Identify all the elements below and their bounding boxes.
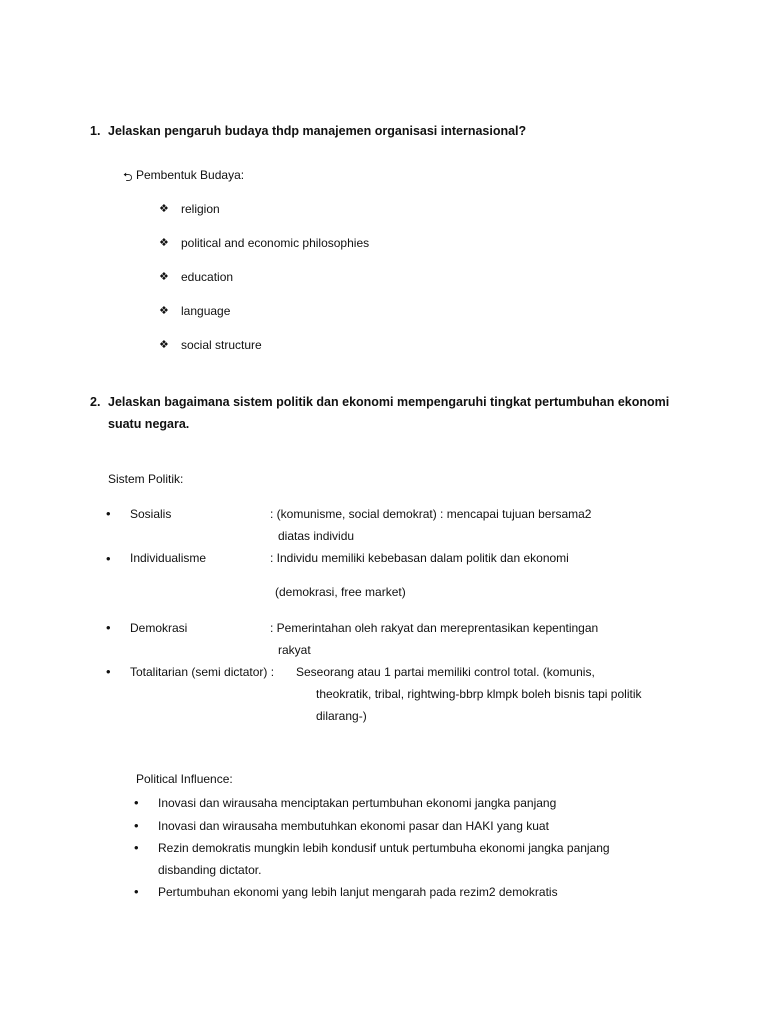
list-item: Pertumbuhan ekonomi yang lebih lanjut mengarah pada rezim2 demokratis (158, 885, 558, 899)
desc-line: rakyat (278, 643, 311, 657)
diamond-bullet-icon: ❖ (159, 271, 169, 283)
list-item: Inovasi dan wirausaha membutuhkan ekonomi pasar dan HAKI yang kuat (158, 819, 549, 833)
sistem-politik-heading: Sistem Politik: (108, 472, 184, 486)
checkmark-arrow-icon: ⮌ (123, 170, 133, 184)
bullet-dot-icon: • (134, 795, 139, 810)
term-totalitarian: Totalitarian (semi dictator) : (130, 665, 275, 679)
political-influence-heading: Political Influence: (136, 772, 233, 786)
list-item: social structure (181, 338, 262, 352)
list-item: political and economic philosophies (181, 236, 370, 250)
q1-question: Jelaskan pengaruh budaya thdp manajemen organisasi internasional? (108, 124, 527, 138)
desc-line: (demokrasi, free market) (275, 585, 406, 599)
bullet-dot-icon: • (134, 818, 139, 833)
desc-line: theokratik, tribal, rightwing-bbrp klmpk boleh bisnis tapi politik (316, 687, 642, 701)
q2-question-line2: suatu negara. (108, 417, 190, 431)
term-sosialis: Sosialis (130, 507, 172, 521)
diamond-bullet-icon: ❖ (159, 237, 169, 249)
list-item: language (181, 304, 231, 318)
desc-line: : Individu memiliki kebebasan dalam politik dan ekonomi (270, 551, 569, 565)
list-item: religion (181, 202, 220, 216)
desc-line: : Pemerintahan oleh rakyat dan mereprentasikan kepentingan (270, 621, 599, 635)
desc-line: : (komunisme, social demokrat) : mencapai tujuan bersama2 (270, 507, 592, 521)
bullet-dot-icon: • (106, 551, 111, 566)
desc-line: diatas individu (278, 529, 355, 543)
diamond-bullet-icon: ❖ (159, 339, 169, 351)
desc-line: dilarang-) (316, 709, 367, 723)
list-item: Inovasi dan wirausaha menciptakan pertumbuhan ekonomi jangka panjang (158, 796, 557, 810)
q2-question-line1: Jelaskan bagaimana sistem politik dan ekonomi mempengaruhi tingkat pertumbuhan ekonomi (108, 395, 670, 409)
diamond-bullet-icon: ❖ (159, 305, 169, 317)
term-demokrasi: Demokrasi (130, 621, 188, 635)
q1-number: 1. (90, 124, 101, 138)
subheading-pembentuk-budaya: Pembentuk Budaya: (136, 168, 245, 182)
term-individualisme: Individualisme (130, 551, 207, 565)
bullet-dot-icon: • (134, 884, 139, 899)
list-item-continuation: disbanding dictator. (158, 863, 262, 877)
q2-number: 2. (90, 395, 101, 409)
bullet-dot-icon: • (106, 664, 111, 679)
list-item: education (181, 270, 234, 284)
desc-line: Seseorang atau 1 partai memiliki control total. (komunis, (296, 665, 595, 679)
bullet-dot-icon: • (106, 506, 111, 521)
bullet-dot-icon: • (106, 620, 111, 635)
list-item: Rezin demokratis mungkin lebih kondusif untuk pertumbuha ekonomi jangka panjang (158, 841, 610, 855)
diamond-bullet-icon: ❖ (159, 203, 169, 215)
bullet-dot-icon: • (134, 840, 139, 855)
